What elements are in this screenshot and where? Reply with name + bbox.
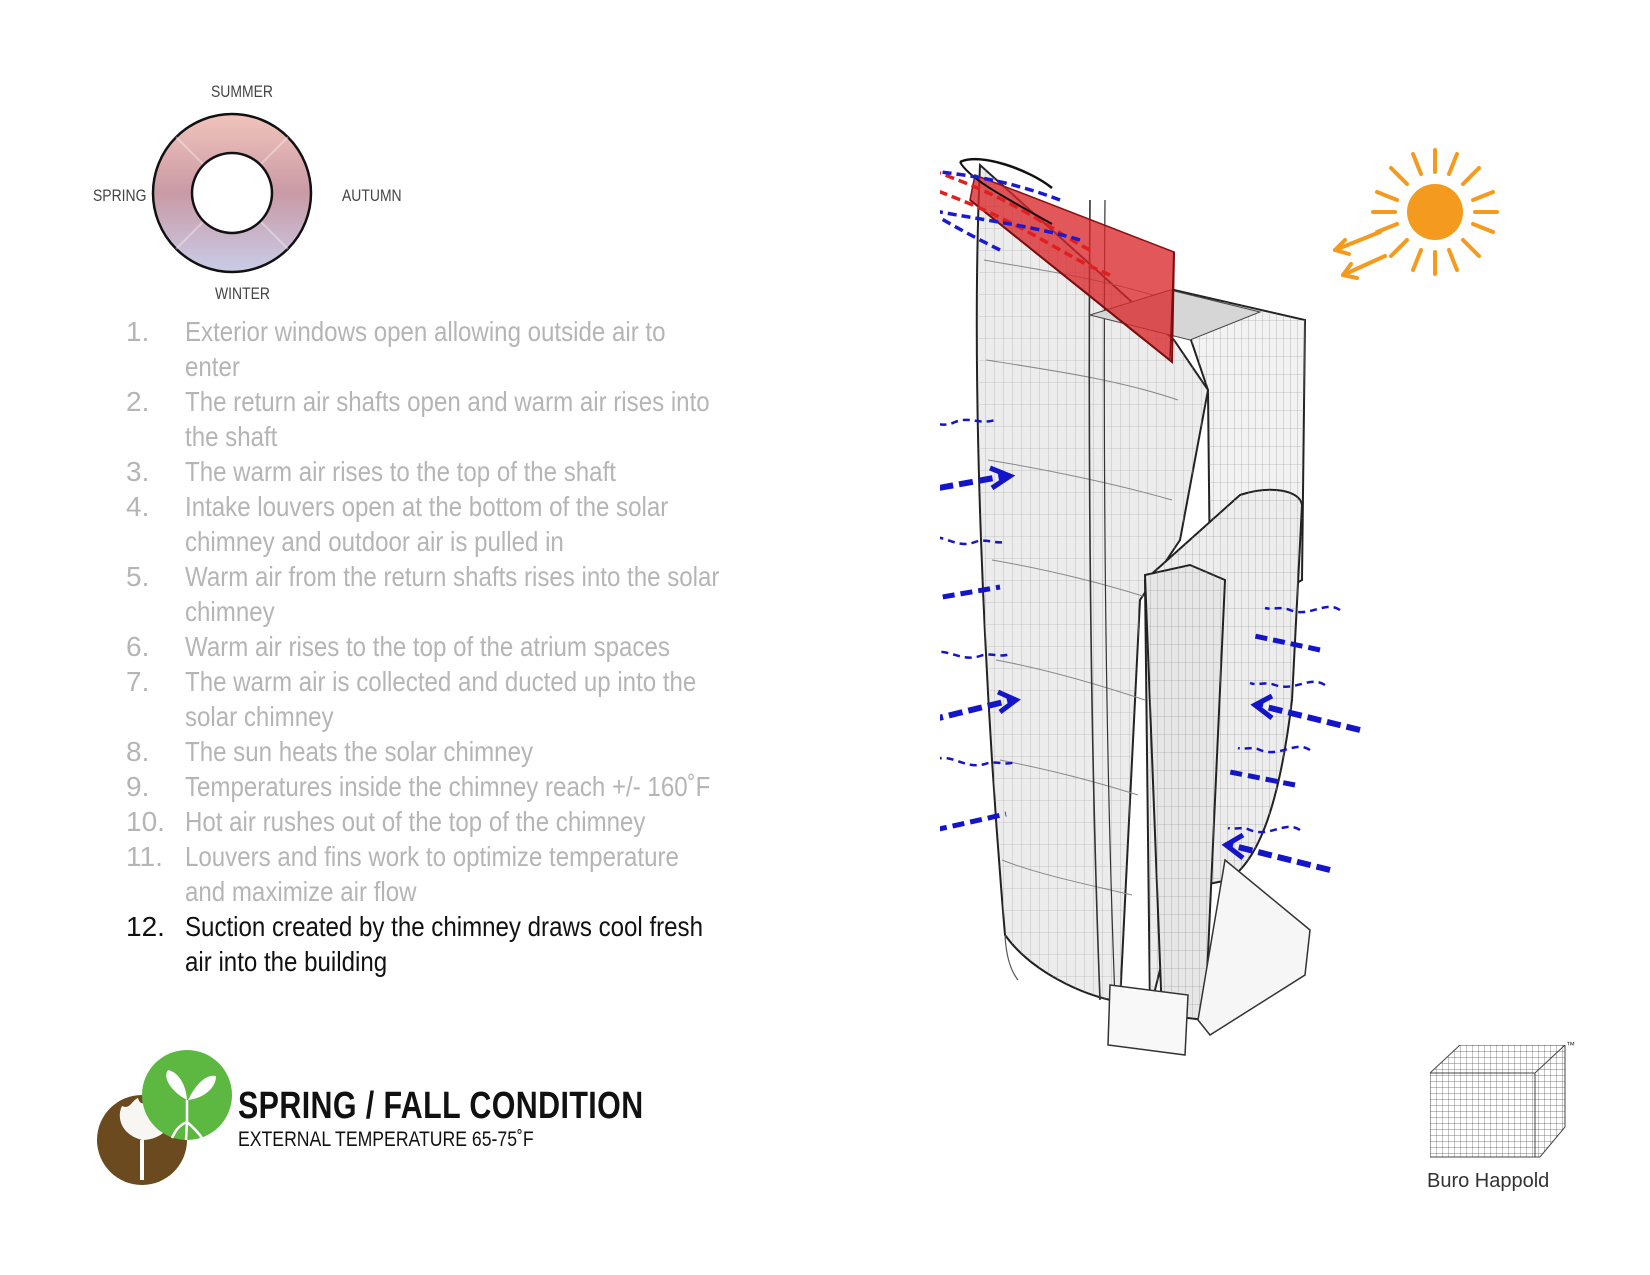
step-number: 9. bbox=[126, 771, 150, 802]
step-text: Warm air rises to the top of the atrium spaces bbox=[185, 631, 670, 662]
step-item bbox=[126, 804, 726, 839]
step-number: 3. bbox=[126, 456, 150, 487]
step-text: The warm air is collected and ducted up into the solar chimney bbox=[185, 666, 697, 732]
step-text: Intake louvers open at the bottom of the solar chimney and outdoor air is pulled in bbox=[185, 491, 669, 557]
step-text: The sun heats the solar chimney bbox=[185, 736, 534, 767]
season-wheel bbox=[80, 78, 420, 308]
step-number: 12. bbox=[126, 911, 165, 942]
condition-subtitle: EXTERNAL TEMPERATURE 65-75˚F bbox=[238, 1128, 534, 1151]
season-leaves-logo bbox=[92, 1040, 242, 1190]
step-number: 6. bbox=[126, 631, 150, 662]
step-item-active bbox=[126, 909, 726, 979]
step-item bbox=[126, 839, 726, 909]
step-number: 8. bbox=[126, 736, 150, 767]
sun-icon bbox=[1325, 140, 1525, 300]
step-text: Hot air rushes out of the top of the chimney bbox=[185, 806, 646, 837]
step-text: Temperatures inside the chimney reach +/- 160˚F bbox=[185, 771, 711, 802]
step-text: The return air shafts open and warm air rises into the shaft bbox=[185, 386, 710, 452]
step-text: The warm air rises to the top of the shaft bbox=[185, 456, 616, 487]
step-number: 11. bbox=[126, 841, 163, 872]
step-item bbox=[126, 664, 726, 734]
step-number: 4. bbox=[126, 491, 150, 522]
step-text: Suction created by the chimney draws cool fresh air into the building bbox=[185, 911, 703, 977]
condition-title: SPRING / FALL CONDITION bbox=[238, 1085, 644, 1127]
step-item bbox=[126, 734, 726, 769]
step-number: 5. bbox=[126, 561, 150, 592]
step-number: 10. bbox=[126, 806, 165, 837]
step-item bbox=[126, 489, 726, 559]
step-item bbox=[126, 384, 726, 454]
step-item bbox=[126, 314, 726, 384]
step-number: 7. bbox=[126, 666, 150, 697]
season-label-autumn: AUTUMN bbox=[342, 186, 402, 205]
step-text: Warm air from the return shafts rises into the solar chimney bbox=[185, 561, 720, 627]
step-item bbox=[126, 559, 726, 629]
step-text: Louvers and fins work to optimize temperature and maximize air flow bbox=[185, 841, 679, 907]
buro-happold-logo bbox=[1430, 1045, 1575, 1165]
step-text: Exterior windows open allowing outside air to enter bbox=[185, 316, 666, 382]
step-number: 2. bbox=[126, 386, 150, 417]
trademark-mark: ™ bbox=[1566, 1040, 1575, 1050]
company-name: Buro Happold bbox=[1427, 1170, 1550, 1192]
season-label-summer: SUMMER bbox=[211, 82, 273, 101]
step-item bbox=[126, 769, 726, 804]
step-item bbox=[126, 454, 726, 489]
step-item bbox=[126, 629, 726, 664]
season-label-winter: WINTER bbox=[215, 284, 270, 303]
step-number: 1. bbox=[126, 316, 150, 347]
process-steps-list bbox=[126, 314, 726, 979]
season-label-spring: SPRING bbox=[93, 186, 147, 205]
